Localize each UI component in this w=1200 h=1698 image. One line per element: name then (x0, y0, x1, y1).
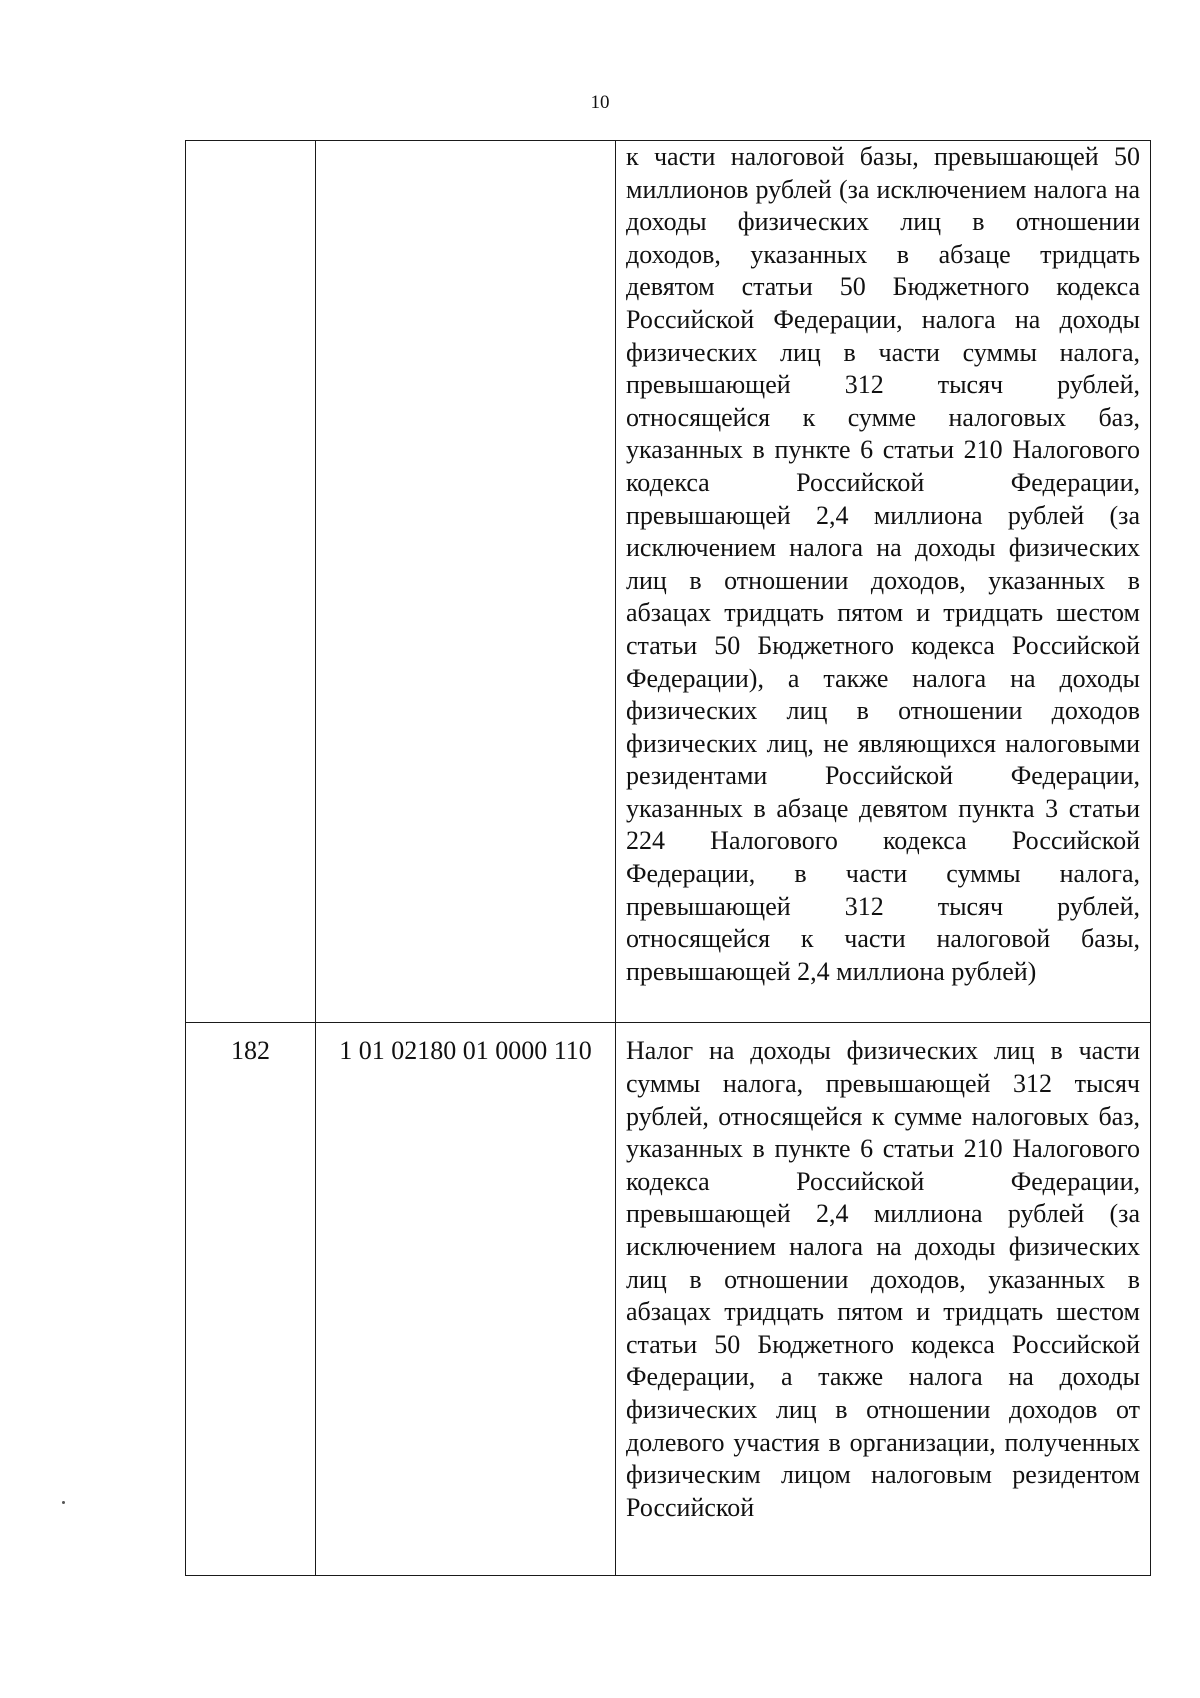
admin-code-cell (186, 141, 316, 1023)
kbk-code-cell: 1 01 02180 01 0000 110 (316, 1023, 616, 1576)
page-number: 10 (590, 92, 610, 113)
kbk-code-cell (316, 141, 616, 1023)
admin-code-cell: 182 (186, 1023, 316, 1576)
scan-speck (62, 1501, 65, 1504)
description-cell: Налог на доходы физических лиц в части суммы налога, превышающей 312 тысяч рублей, относящейся к сумме налоговых баз, указанных в пункте 6 статьи 210 Налогового кодекса Российской Федерации, превышающей 2,4 миллиона рублей (за исключением налога на доходы физических лиц в отношении доходов, указанных в абзацах тридцать пятом и тридцать шестом статьи 50 Бюджетного кодекса Российской Федерации, а также налога на доходы физических лиц в отношении доходов от долевого участия в организации, полученных физическим лицом налоговым резидентом Российской (616, 1023, 1151, 1576)
table-row (186, 141, 1151, 1023)
description-cell: к части налоговой базы, превышающей 50 миллионов рублей (за исключением налога на доходы физических лиц в отношении доходов, указанных в абзаце тридцать девятом статьи 50 Бюджетного кодекса Российской Федерации, налога на доходы физических лиц в части суммы налога, превышающей 312 тысяч рублей, относящейся к сумме налоговых баз, указанных в пункте 6 статьи 210 Налогового кодекса Российской Федерации, превышающей 2,4 миллиона рублей (за исключением налога на доходы физических лиц в отношении доходов, указанных в абзацах тридцать пятом и тридцать шестом статьи 50 Бюджетного кодекса Российской Федерации), а также налога на доходы физических лиц в отношении доходов физических лиц, не являющихся налоговыми резидентами Российской Федерации, указанных в абзаце девятом пункта 3 статьи 224 Налогового кодекса Российской Федерации, в части суммы налога, превышающей 312 тысяч рублей, относящейся к части налоговой базы, превышающей 2,4 миллиона рублей) (616, 141, 1151, 1023)
table-row (186, 1023, 1151, 1576)
budget-code-table (185, 140, 1151, 1576)
